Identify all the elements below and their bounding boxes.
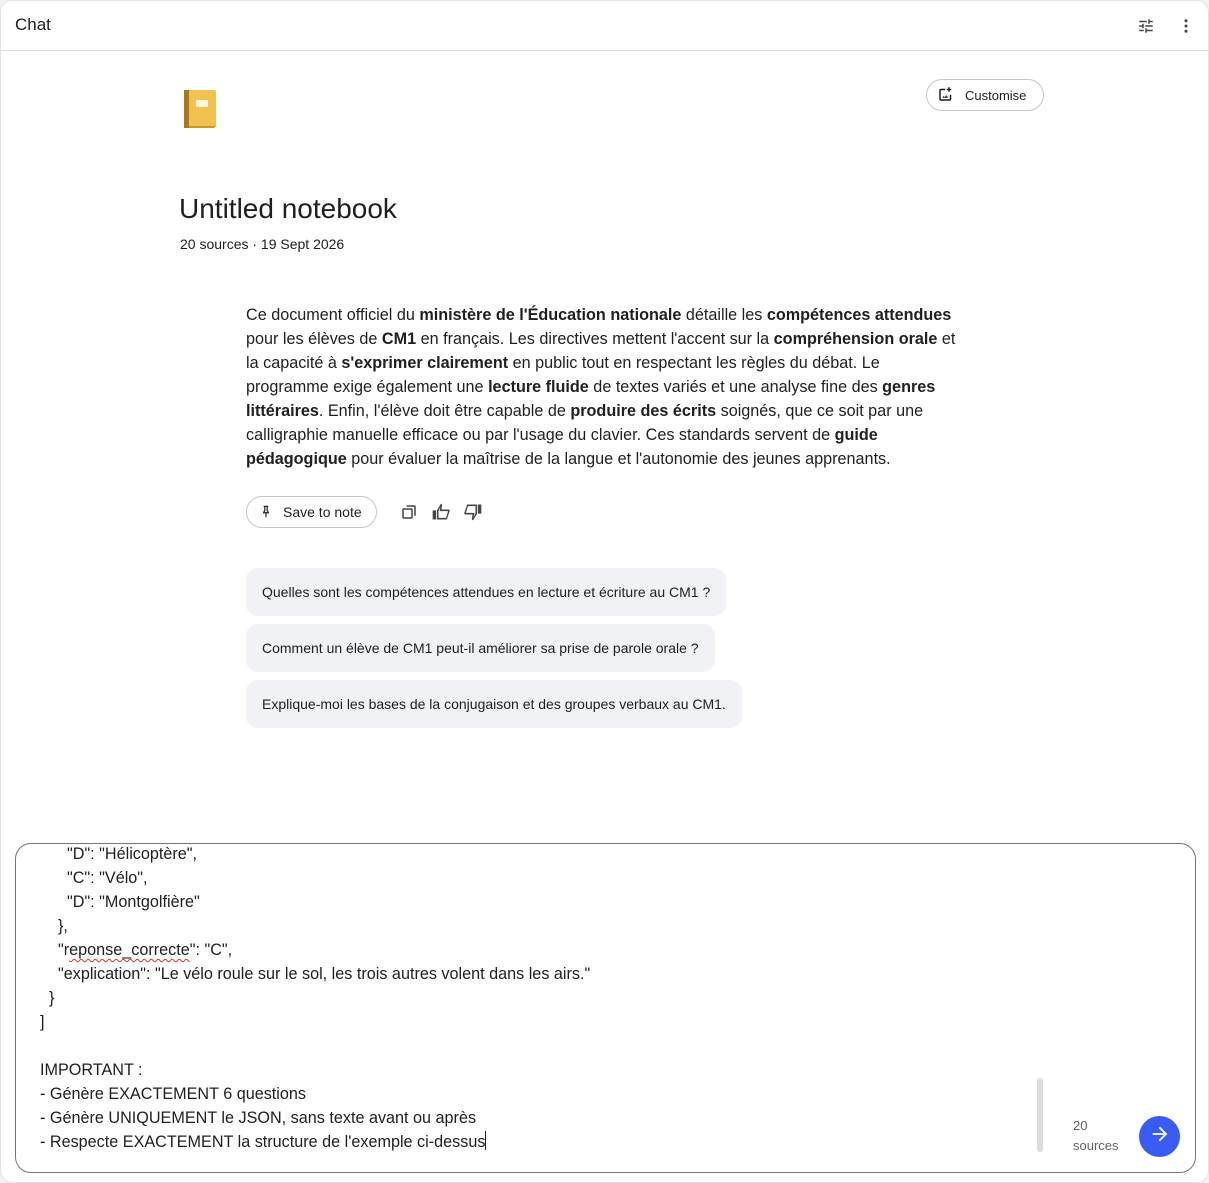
summary-bold-text: guide pédagogique (246, 426, 878, 468)
customise-label: Customise (965, 87, 1027, 103)
summary-bold-text: ministère de l'Éducation nationale (419, 306, 682, 324)
notebook-summary (246, 303, 966, 471)
summary-bold-text: genres littéraires (246, 378, 936, 420)
tune-icon[interactable] (1133, 13, 1159, 39)
thumbs-up-icon[interactable] (429, 500, 453, 524)
summary-text: soignés, que ce soit par une calligraphie manuelle efficace ou par l'usage du clavier. Ces standards servent de (246, 402, 924, 444)
source-count (1073, 1116, 1119, 1156)
summary-text: pour les élèves de (246, 330, 382, 348)
save-to-note-button[interactable] (246, 496, 377, 528)
summary-text: et la capacité à (246, 330, 956, 372)
chat-input[interactable] (15, 843, 1196, 1173)
input-line: "D": "Hélicoptère", (40, 845, 198, 863)
input-line: "explication": "Le vélo roule sur le sol, les trois autres volent dans les airs." (40, 965, 591, 983)
notebook-meta: 20 sources · 19 Sept 2026 (180, 236, 345, 252)
input-line: - Respecte EXACTEMENT la structure de l'exemple ci-dessus (40, 1133, 486, 1151)
suggested-question[interactable]: Comment un élève de CM1 peut-il améliorer sa prise de parole orale ? (246, 624, 715, 672)
summary-bold-text: produire des écrits (570, 402, 717, 420)
summary-text: de textes variés et une analyse fine des (588, 378, 883, 396)
notebook-emoji-icon (180, 88, 220, 130)
source-count-number: 20 (1073, 1118, 1088, 1133)
customise-button[interactable] (926, 79, 1044, 111)
text-caret (485, 1131, 486, 1150)
input-line: "C": "Vélo", (40, 869, 148, 887)
summary-text: détaille les (681, 306, 767, 324)
notebook-title: Untitled notebook (179, 193, 397, 224)
input-line: } (40, 989, 55, 1007)
source-count-word: sources (1073, 1138, 1119, 1153)
panel-title: Chat (15, 15, 51, 34)
summary-bold-text: lecture fluide (488, 378, 589, 396)
thumbs-down-icon[interactable] (461, 500, 485, 524)
input-line: IMPORTANT : (40, 1061, 143, 1079)
add-photo-icon (937, 85, 955, 106)
summary-bold-text: compétences attendues (766, 306, 952, 324)
save-to-note-label: Save to note (283, 504, 362, 520)
summary-bold-text: s'exprimer clairement (341, 354, 509, 372)
input-line: }, (40, 917, 68, 935)
suggested-question[interactable]: Quelles sont les compétences attendues en lecture et écriture au CM1 ? (246, 568, 726, 616)
summary-bold-text: compréhension orale (773, 330, 938, 348)
input-line: "D": "Montgolfière" (40, 893, 200, 911)
spellcheck-word: eponse_correcte (69, 941, 190, 959)
summary-bold-text: CM1 (381, 330, 417, 348)
input-line (40, 1034, 1030, 1058)
summary-text: Ce document officiel du (246, 306, 420, 324)
chat-header (1, 1, 1209, 51)
more-vert-icon[interactable] (1173, 13, 1199, 39)
pin-icon (259, 503, 273, 522)
arrow-forward-icon (1149, 1123, 1171, 1150)
summary-text: en public tout en respectant les règles du débat. Le programme exige également une (246, 354, 880, 396)
summary-text: pour évaluer la maîtrise de la langue et l'autonomie des jeunes apprenants. (346, 450, 891, 468)
suggested-question[interactable]: Explique-moi les bases de la conjugaison et des groupes verbaux au CM1. (246, 680, 742, 728)
chat-input-text[interactable] (40, 843, 1030, 1154)
input-line: ] (40, 1013, 45, 1031)
summary-text: en français. Les directives mettent l'accent sur la (416, 330, 774, 348)
input-line: - Génère EXACTEMENT 6 questions (40, 1085, 307, 1103)
input-line: "reponse_correcte": "C", (40, 941, 233, 959)
input-scrollbar[interactable] (1037, 1078, 1043, 1152)
copy-icon[interactable] (397, 500, 421, 524)
send-button[interactable] (1139, 1116, 1180, 1157)
summary-text: . Enfin, l'élève doit être capable de (318, 402, 571, 420)
input-line: - Génère UNIQUEMENT le JSON, sans texte avant ou après (40, 1109, 477, 1127)
